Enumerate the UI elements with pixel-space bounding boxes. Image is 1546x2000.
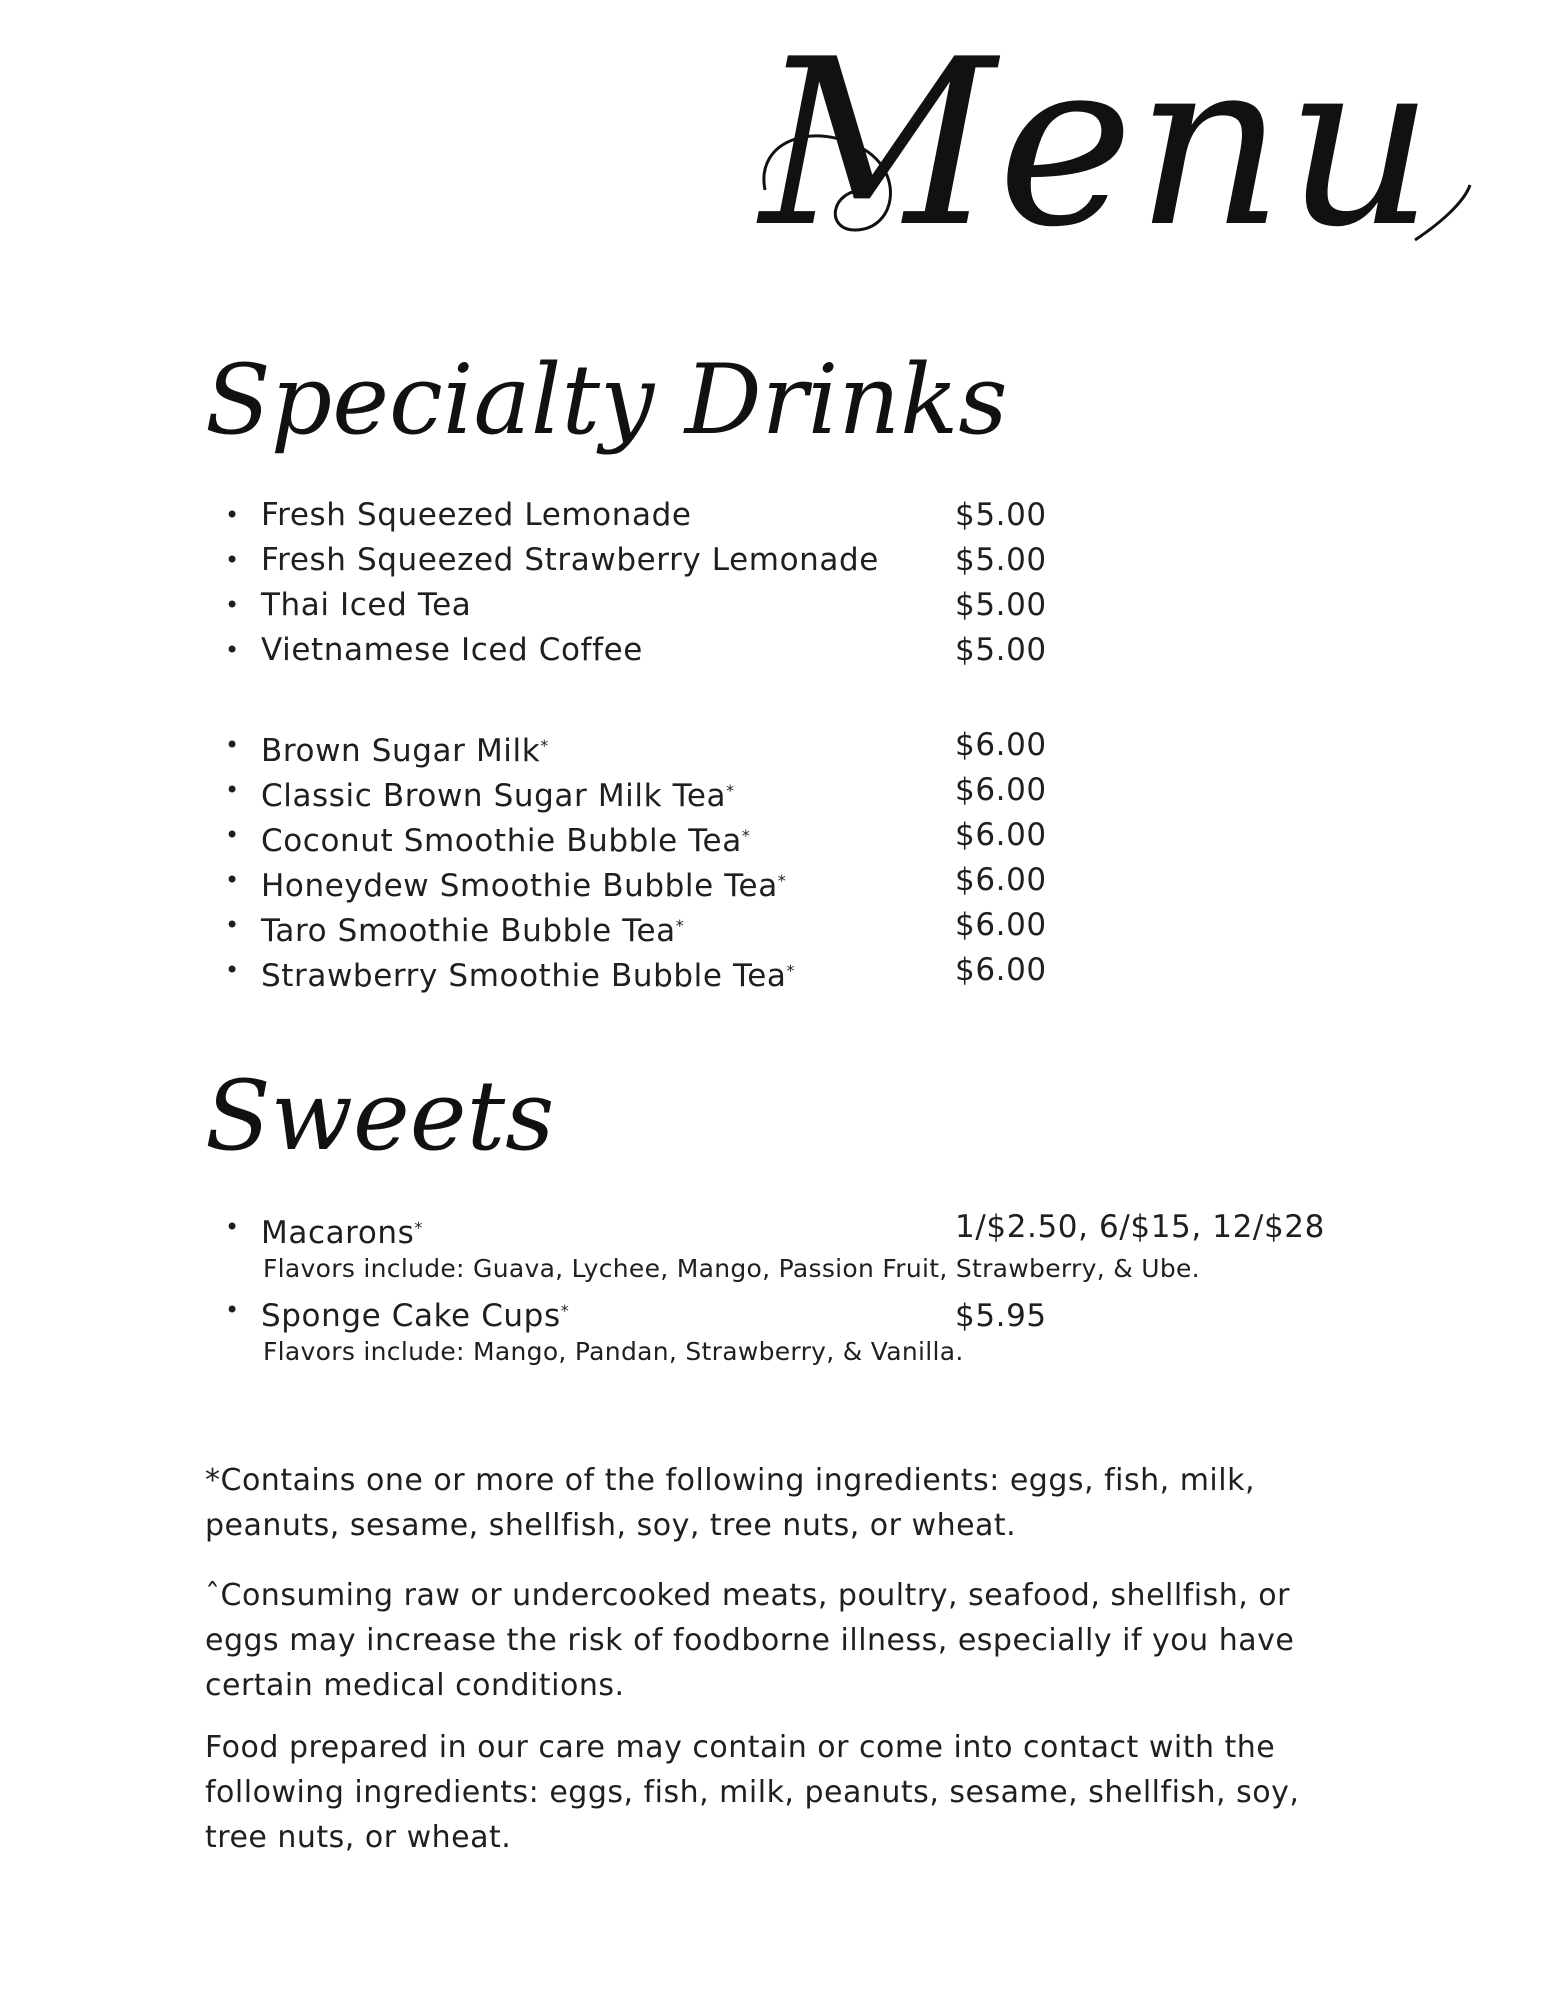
bullet-icon: • — [225, 821, 240, 849]
item-name: Fresh Squeezed Strawberry Lemonade — [261, 542, 879, 578]
item-price: $6.00 — [955, 907, 1047, 943]
item-name: Sponge Cake Cups* — [261, 1298, 570, 1334]
item-name: Thai Iced Tea — [261, 587, 472, 623]
bullet-icon: • — [225, 591, 240, 619]
item-price: $5.00 — [955, 542, 1047, 578]
item-name: Strawberry Smoothie Bubble Tea* — [261, 958, 796, 994]
allergen-mark: * — [560, 1301, 570, 1320]
item-name: Honeydew Smoothie Bubble Tea* — [261, 868, 787, 904]
bullet-icon: • — [225, 776, 240, 804]
item-name: Taro Smoothie Bubble Tea* — [261, 913, 685, 949]
item-price: 1/$2.50, 6/$15, 12/$28 — [955, 1209, 1325, 1245]
item-flavors: Flavors include: Mango, Pandan, Strawberry, & Vanilla. — [263, 1337, 964, 1366]
item-price: $6.00 — [955, 952, 1047, 988]
item-price: $6.00 — [955, 772, 1047, 808]
bullet-icon: • — [225, 956, 240, 984]
item-price: $6.00 — [955, 727, 1047, 763]
item-name: Macarons* — [261, 1215, 424, 1251]
bullet-icon: • — [225, 866, 240, 894]
raw-food-warning: ˆConsuming raw or undercooked meats, poultry, seafood, shellfish, or eggs may increase the risk of foodborne illness, especially if you have certain medical conditions. — [205, 1578, 1295, 1703]
allergen-mark: * — [777, 871, 787, 890]
list-item — [225, 1288, 1200, 1371]
item-name: Classic Brown Sugar Milk Tea* — [261, 778, 735, 814]
item-price: $6.00 — [955, 817, 1047, 853]
sweets-list — [225, 1205, 1325, 1371]
item-price: $5.00 — [955, 497, 1047, 533]
allergen-note: *Contains one or more of the following ingredients: eggs, fish, milk, peanuts, sesame, shellfish, soy, tree nuts, or wheat. — [205, 1463, 1256, 1543]
item-name: Brown Sugar Milk* — [261, 733, 549, 769]
bullet-icon: • — [225, 1296, 240, 1324]
allergen-mark: * — [414, 1218, 424, 1237]
item-price: $5.00 — [955, 587, 1047, 623]
bullet-icon: • — [225, 911, 240, 939]
bullet-icon: • — [225, 546, 240, 574]
item-name: Vietnamese Iced Coffee — [261, 632, 643, 668]
specialty-drinks-heading: Specialty Drinks — [205, 344, 1008, 456]
allergen-mark: * — [675, 916, 685, 935]
bullet-icon: • — [225, 636, 240, 664]
cross-contact-note: Food prepared in our care may contain or come into contact with the following ingredients: eggs, fish, milk, peanuts, sesame, shellfish, soy, tree nuts, or wheat. — [205, 1730, 1300, 1855]
allergen-mark: * — [741, 826, 751, 845]
bullet-icon: • — [225, 501, 240, 529]
item-price: $6.00 — [955, 862, 1047, 898]
menu-title: Menu — [760, 11, 1436, 278]
allergen-mark: * — [786, 961, 796, 980]
list-item — [225, 1205, 1325, 1288]
bullet-icon: • — [225, 1213, 240, 1241]
item-flavors: Flavors include: Guava, Lychee, Mango, Passion Fruit, Strawberry, & Ube. — [263, 1254, 1200, 1283]
allergen-mark: * — [540, 736, 549, 755]
item-name: Fresh Squeezed Lemonade — [261, 497, 692, 533]
bullet-icon: • — [225, 731, 240, 759]
item-price: $5.95 — [955, 1298, 1047, 1334]
sweets-heading: Sweets — [205, 1060, 555, 1172]
item-name: Coconut Smoothie Bubble Tea* — [261, 823, 751, 859]
item-price: $5.00 — [955, 632, 1047, 668]
allergen-mark: * — [726, 781, 735, 800]
